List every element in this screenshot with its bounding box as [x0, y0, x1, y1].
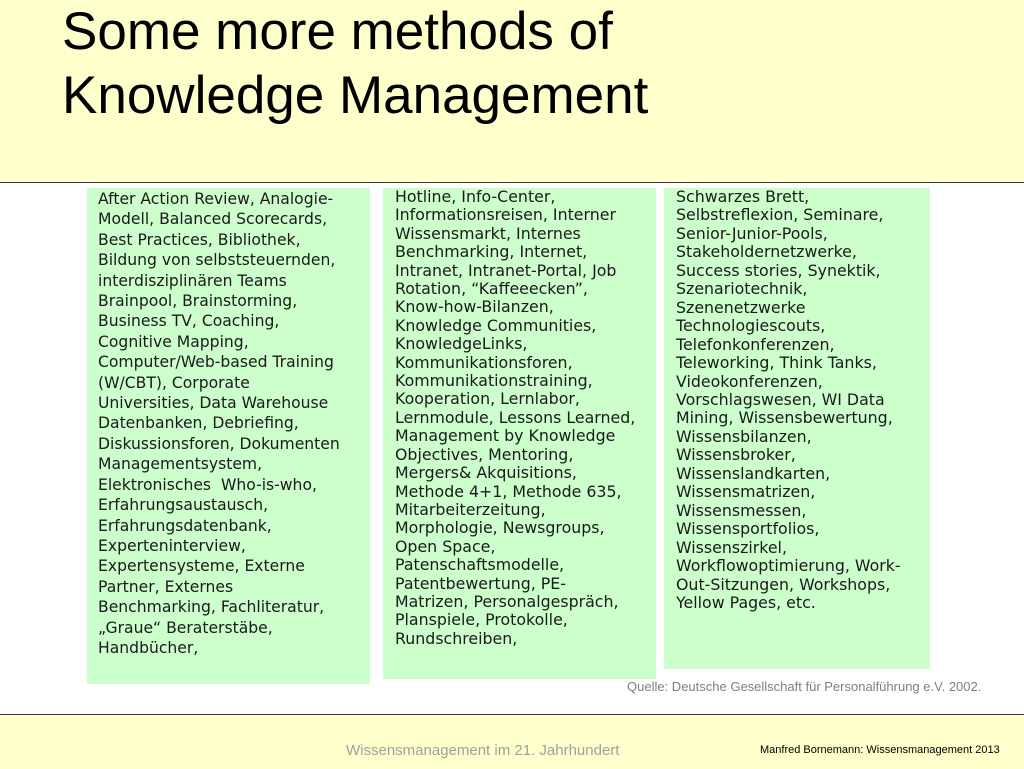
methods-column-2-text: Hotline, Info-Center, Informationsreisen, Interner Wissensmarkt, Internes Benchmarking, Internet, Intranet, Intranet-Portal, Job Rotation, “Kaffeeecken”, Know-how-Bilanzen, Knowledge Communities, KnowledgeLinks, Kommunikationsforen, Kommunikationstraining, Kooperation, Lernlabor, Lernmodule, Lessons Learned, Management by Knowledge Objectives, Mentoring, Mergers& Akquisitions, Methode 4+1, Methode 635, Mitarbeiterzeitung, Morphologie, Newsgroups, Open Space, Patenschaftsmodelle, Patentbewertung, PE- Matrizen, Personalgespräch, Planspiele, Protokolle, Rundschreiben, — [395, 187, 636, 648]
methods-column-2 — [383, 188, 656, 679]
slide-title-line-1: Some more methods of — [62, 2, 613, 61]
footer-right-text: Manfred Bornemann: Wissensmanagement 2013 — [760, 744, 1000, 756]
methods-column-3-text: Schwarzes Brett, Selbstreflexion, Seminare, Senior-Junior-Pools, Stakeholdernetzwerke, Success stories, Synektik, Szenariotechnik, Szenenetzwerke Technologiescouts, Telefonkonferenzen, Teleworking, Think Tanks, Videokonferenzen, Vorschlagswesen, WI Data Mining, Wissensbewertung, Wissensbilanzen, Wissensbroker, Wissenslandkarten, Wissensmatrizen, Wissensmessen, Wissensportfolios, Wissenszirkel, Workflowoptimierung, Work- Out-Sitzungen, Workshops, Yellow Pages, etc. — [676, 187, 901, 612]
slide-title — [62, 0, 648, 128]
methods-column-1-text: After Action Review, Analogie- Modell, Balanced Scorecards, Best Practices, Bibliothek, Bildung von selbststeuernden, interdisziplinären Teams Brainpool, Brainstorming, Business TV, Coaching, Cognitive Mapping, Computer/Web-based Training (W/CBT), Corporate Universities, Data Warehouse Datenbanken, Debriefing, Diskussionsforen, Dokumenten Managementsystem, Elektronisches Who-is-who, Erfahrungsaustausch, Erfahrungsdatenbank, Experteninterview, Expertensysteme, Externe Partner, Externes Benchmarking, Fachliteratur, „Graue“ Beraterstäbe, Handbücher, — [98, 190, 340, 657]
footer-center-text: Wissensmanagement im 21. Jahrhundert — [346, 742, 620, 759]
slide-title-line-2: Knowledge Management — [62, 66, 649, 125]
title-band — [0, 0, 1024, 183]
methods-column-3 — [664, 188, 930, 669]
methods-column-1 — [87, 188, 370, 684]
source-note: Quelle: Deutsche Gesellschaft für Personalführung e.V. 2002. — [627, 679, 982, 694]
